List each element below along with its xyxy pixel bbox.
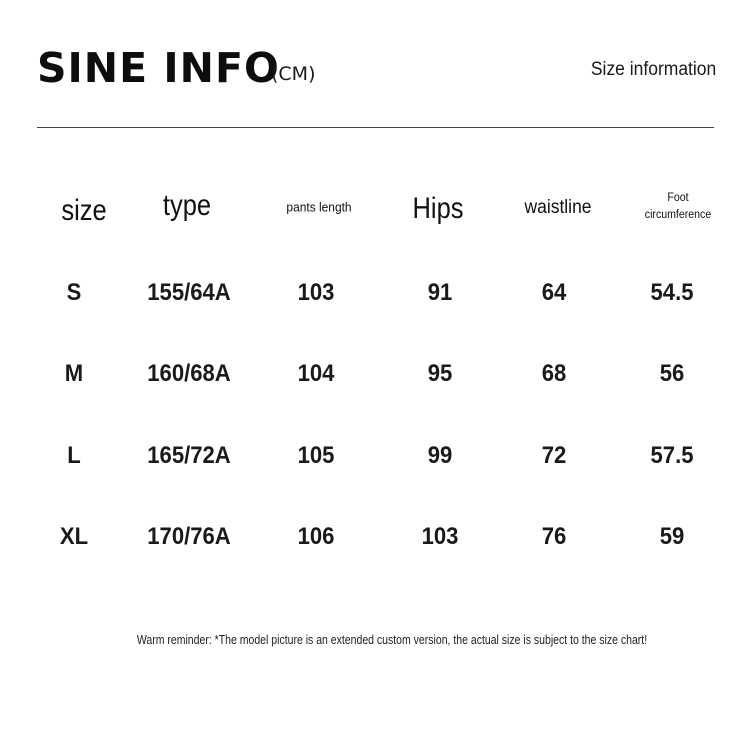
table-cell: 106 bbox=[297, 523, 335, 550]
table-cell: 68 bbox=[541, 360, 567, 387]
col-header-pants-length: pants length bbox=[286, 199, 352, 215]
table-cell: 103 bbox=[421, 523, 459, 550]
table-cell: 103 bbox=[297, 279, 335, 306]
col-header-foot-circumference bbox=[645, 190, 711, 224]
col-header-type: type bbox=[162, 189, 212, 222]
table-cell: 105 bbox=[297, 442, 335, 469]
col-header-foot-line1: Foot bbox=[667, 192, 689, 204]
col-header-hips: Hips bbox=[412, 192, 464, 225]
table-cell: 76 bbox=[541, 523, 567, 550]
table-cell: 91 bbox=[427, 279, 453, 306]
col-header-foot-line2: circumference bbox=[644, 209, 712, 221]
table-cell: 64 bbox=[541, 279, 567, 306]
table-cell: 57.5 bbox=[650, 442, 694, 469]
table-cell: 72 bbox=[541, 442, 567, 469]
table-cell: M bbox=[64, 360, 84, 387]
table-cell: 165/72A bbox=[147, 442, 231, 469]
table-cell: 160/68A bbox=[147, 360, 231, 387]
table-cell: XL bbox=[59, 523, 89, 550]
col-header-waistline: waistline bbox=[524, 197, 592, 218]
warm-reminder: Warm reminder: *The model picture is an extended custom version, the actual size is subject to the size chart! bbox=[136, 633, 648, 647]
table-cell: 104 bbox=[297, 360, 335, 387]
table-cell: L bbox=[67, 442, 81, 469]
page-title: SINE INFO bbox=[37, 44, 280, 92]
table-cell: 99 bbox=[427, 442, 453, 469]
page-subtitle: Size information bbox=[590, 59, 716, 80]
table-cell: 155/64A bbox=[147, 279, 231, 306]
table-cell: S bbox=[66, 279, 82, 306]
col-header-size: size bbox=[61, 194, 107, 227]
title-unit: (CM) bbox=[271, 63, 316, 85]
header-divider bbox=[37, 127, 714, 128]
table-cell: 54.5 bbox=[650, 279, 694, 306]
table-cell: 170/76A bbox=[147, 523, 231, 550]
table-cell: 95 bbox=[427, 360, 453, 387]
table-cell: 56 bbox=[659, 360, 685, 387]
table-cell: 59 bbox=[659, 523, 685, 550]
